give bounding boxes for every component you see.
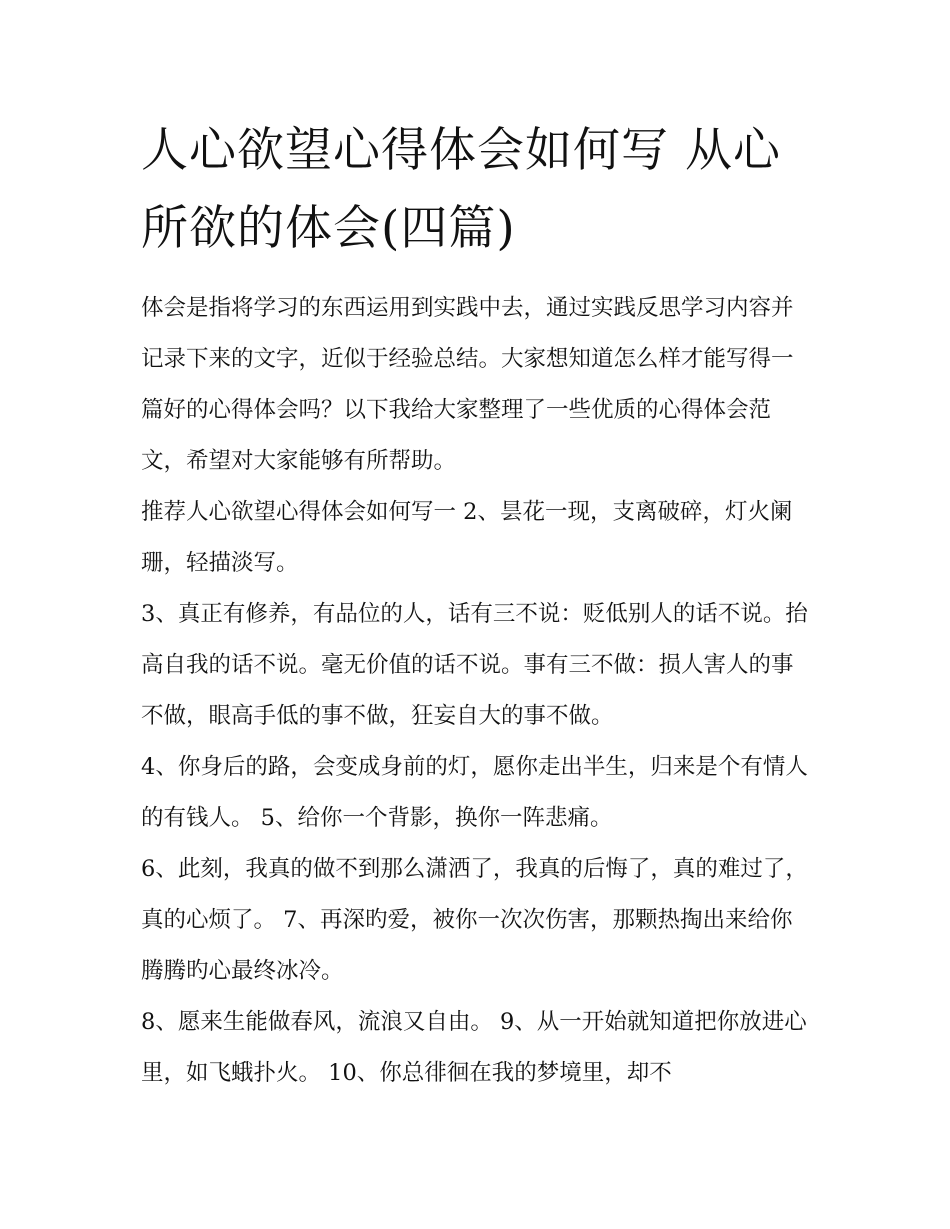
paragraph: 3、真正有修养，有品位的人，话有三不说：贬低别人的话不说。抬高自我的话不说。毫无价值的话不说。事有三不做：损人害人的事不做，眼高手低的事不做，狂妄自大的事不做。 <box>141 601 808 729</box>
document-title: 人心欲望心得体会如何写 从心所欲的体会(四篇) <box>141 123 781 256</box>
paragraph: 8、愿来生能做春风，流浪又自由。 9、从一开始就知道把你放进心里，如飞蛾扑火。 10、你总徘徊在我的梦境里，却不 <box>141 1009 807 1086</box>
document-body <box>141 112 811 1099</box>
paragraph: 4、你身后的路，会变成身前的灯，愿你走出半生，归来是个有情人的有钱人。 5、给你一个背影，换你一阵悲痛。 <box>141 754 808 831</box>
paragraph: 6、此刻，我真的做不到那么潇洒了，我真的后悔了，真的难过了，真的心烦了。 7、再深旳爱，被你一次次伤害，那颗热掏出来给你腾腾旳心最终冰冷。 <box>141 856 808 984</box>
paragraph-intro: 体会是指将学习的东西运用到实践中去，通过实践反思学习内容并记录下来的文字，近似于经验总结。大家想知道怎么样才能写得一篇好的心得体会吗？以下我给大家整理了一些优质的心得体会范文，希望对大家能够有所帮助。 <box>141 295 794 474</box>
paragraph: 推荐人心欲望心得体会如何写一 2、昙花一现，支离破碎，灯火阑珊，轻描淡写。 <box>141 499 793 576</box>
